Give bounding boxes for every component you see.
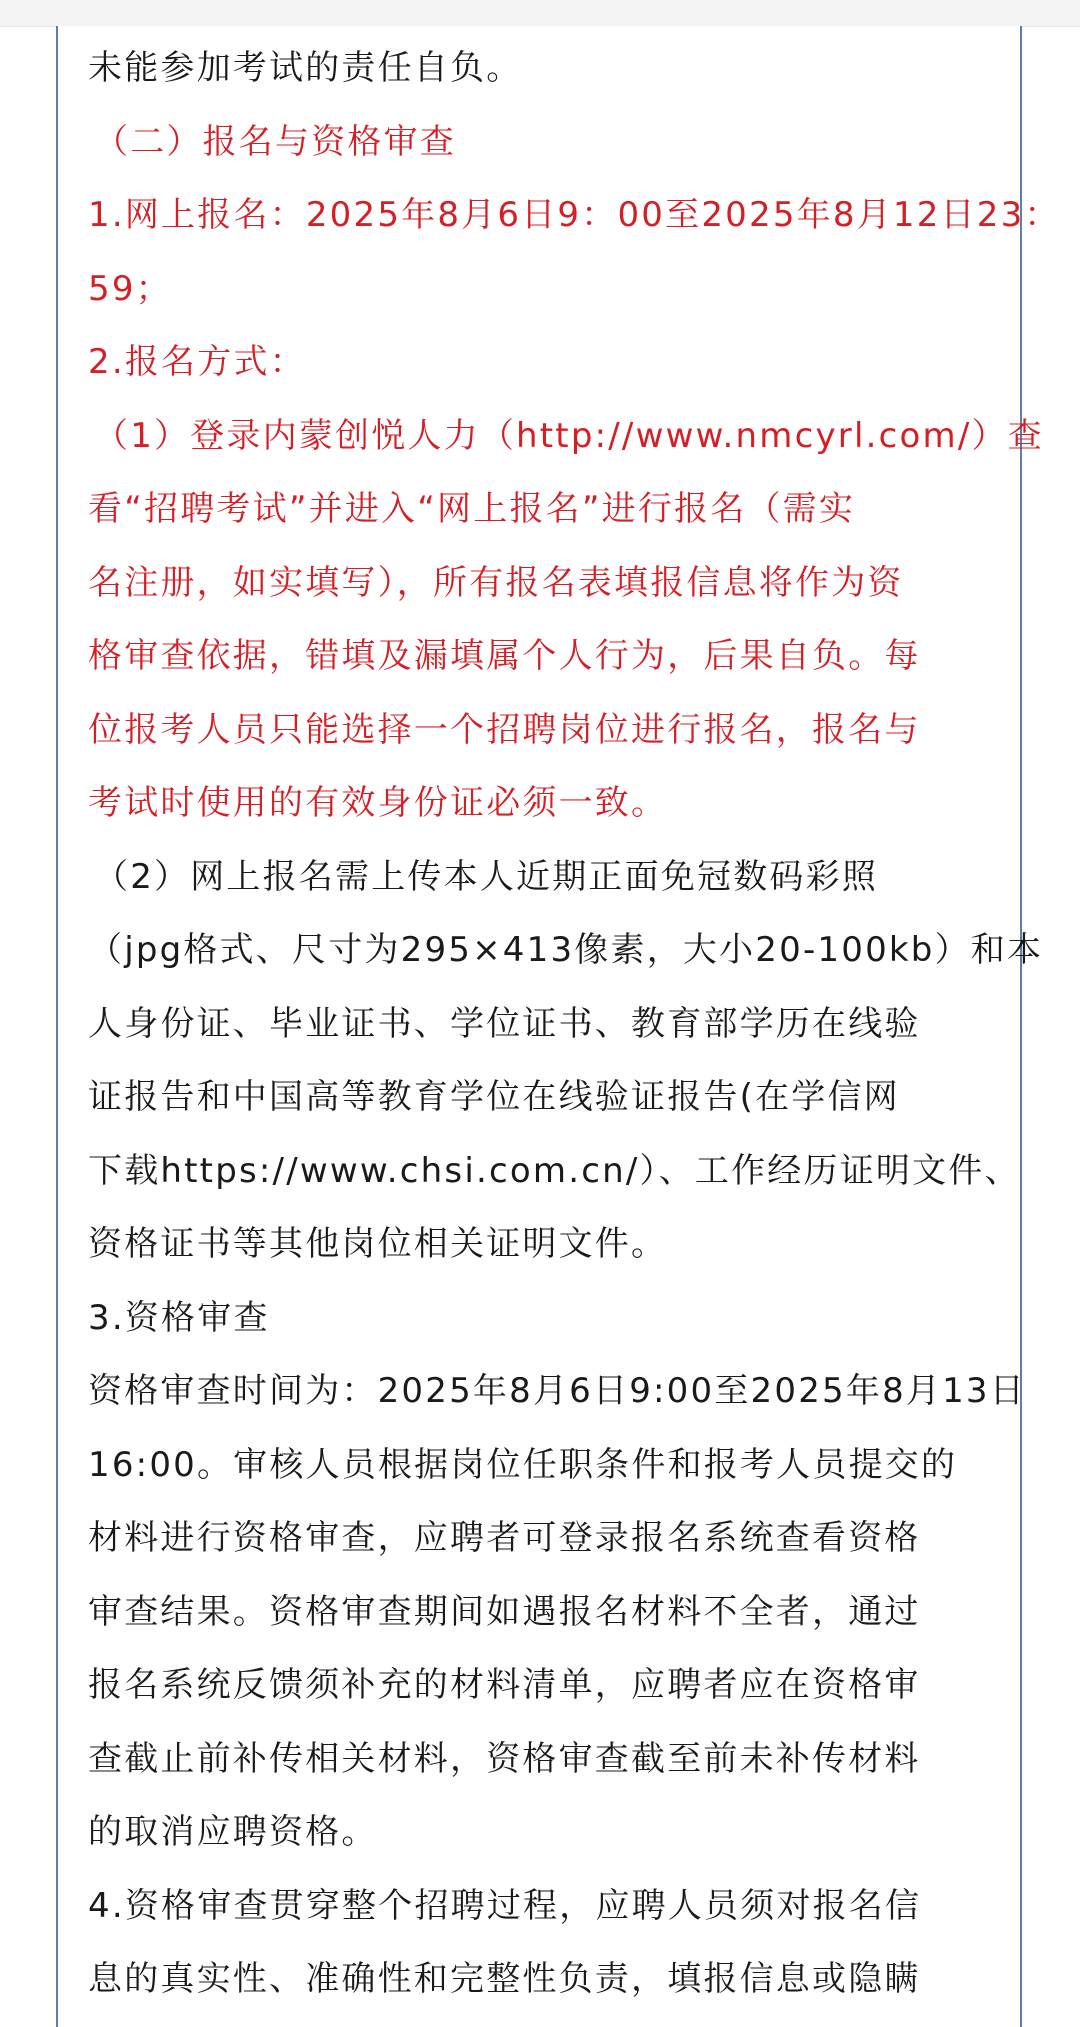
text-line: 16:00。审核人员根据岗位任职条件和报考人员提交的 [88, 1444, 958, 1485]
text-line: 证报告和中国高等教育学位在线验证报告(在学信网 [88, 1077, 900, 1117]
text-line: 下载https://www.chsi.com.cn/）、工作经历证明文件、 [88, 1150, 1021, 1191]
document-text [88, 32, 1061, 2017]
text-line: 审查结果。资格审查期间如遇报名材料不全者，通过 [88, 1591, 921, 1632]
text-line: 资格证书等其他岗位相关证明文件。 [88, 1224, 668, 1264]
text-line: 2.报名方式： [88, 342, 306, 382]
text-line: 人身份证、毕业证书、学位证书、教育部学历在线验 [88, 1003, 921, 1044]
text-line: （1）登录内蒙创悦人力（http://www.nmcyrl.com/）查 [94, 415, 1044, 456]
text-line: （2）网上报名需上传本人近期正面免冠数码彩照 [94, 856, 879, 897]
text-line: 查截止前补传相关材料，资格审查截至前未补传材料 [88, 1738, 921, 1779]
text-line: 资格审查时间为：2025年8月6日9:00至2025年8月13日 [88, 1371, 1026, 1411]
text-line: 位报考人员只能选择一个招聘岗位进行报名，报名与 [88, 709, 921, 750]
text-line: 未能参加考试的责任自负。 [88, 48, 523, 88]
text-line: 息的真实性、准确性和完整性负责，填报信息或隐瞒 [88, 1959, 921, 1999]
text-line: 4.资格审查贯穿整个招聘过程，应聘人员须对报名信 [88, 1885, 922, 1926]
text-line: 看“招聘考试”并进入“网上报名”进行报名（需实 [88, 489, 856, 529]
text-line: 格审查依据，错填及漏填属个人行为，后果自负。每 [88, 636, 921, 676]
text-line: 报名系统反馈须补充的材料清单，应聘者应在资格审 [88, 1665, 921, 1705]
section-heading: （二）报名与资格审查 [94, 121, 456, 162]
text-line: 材料进行资格审查，应聘者可登录报名系统查看资格 [88, 1518, 921, 1558]
text-line: （jpg格式、尺寸为295×413像素，大小20-100kb）和本 [88, 930, 1044, 970]
text-line: 59； [88, 268, 172, 309]
document-page [56, 26, 1061, 2027]
text-line: 考试时使用的有效身份证必须一致。 [88, 783, 668, 823]
top-strip [0, 0, 1080, 27]
text-line: 名注册，如实填写），所有报名表填报信息将作为资 [88, 562, 904, 603]
section-heading: 3.资格审查 [88, 1297, 270, 1338]
text-line: 的取消应聘资格。 [88, 1812, 378, 1852]
text-line: 1.网上报名：2025年8月6日9：00至2025年8月12日23： [88, 195, 1061, 235]
